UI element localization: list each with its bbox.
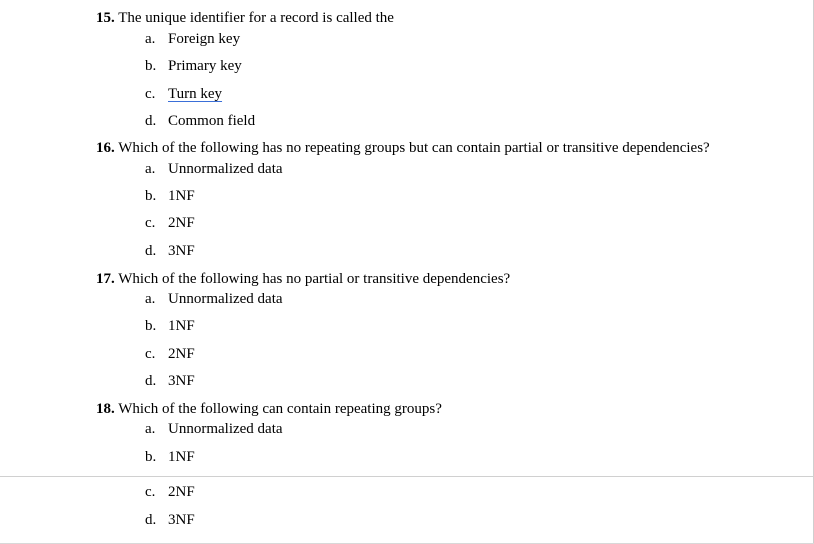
question-text: Which of the following has no repeating groups but can contain partial or transitive dependencies?	[118, 140, 710, 156]
option-text-spellcheck: Turn key	[168, 86, 223, 102]
question-number: 18.	[96, 401, 115, 417]
question-18	[96, 400, 442, 418]
question-number: 16.	[96, 140, 115, 156]
question-text: The unique identifier for a record is called the	[118, 10, 394, 26]
option-text: Foreign key	[168, 31, 241, 47]
question-15	[96, 9, 394, 27]
option-text: 3NF	[168, 243, 195, 259]
option-letter: b.	[145, 188, 157, 204]
question-text: Which of the following has no partial or transitive dependencies?	[118, 271, 511, 287]
option-letter: c.	[145, 484, 156, 500]
option-letter: d.	[145, 113, 157, 129]
option-letter: d.	[145, 512, 157, 528]
question-17	[96, 270, 510, 288]
option-letter: d.	[145, 243, 157, 259]
option-letter: c.	[145, 86, 156, 102]
option-text: 2NF	[168, 484, 195, 500]
question-number: 17.	[96, 271, 115, 287]
option-text: Common field	[168, 113, 256, 129]
option-text: Unnormalized data	[168, 161, 283, 177]
question-16	[96, 139, 710, 157]
option-text: 1NF	[168, 188, 195, 204]
option-letter: a.	[145, 421, 156, 437]
option-letter: c.	[145, 346, 156, 362]
option-text: Primary key	[168, 58, 242, 74]
option-letter: a.	[145, 161, 156, 177]
option-letter: b.	[145, 58, 157, 74]
option-text: 2NF	[168, 346, 195, 362]
option-letter: c.	[145, 215, 156, 231]
option-text: 1NF	[168, 449, 195, 465]
option-letter: d.	[145, 373, 157, 389]
option-text: 2NF	[168, 215, 195, 231]
option-text: 3NF	[168, 373, 195, 389]
option-text: Unnormalized data	[168, 291, 283, 307]
option-text: Unnormalized data	[168, 421, 283, 437]
question-number: 15.	[96, 10, 115, 26]
option-letter: a.	[145, 31, 156, 47]
question-text: Which of the following can contain repeating groups?	[118, 401, 442, 417]
option-text: 3NF	[168, 512, 195, 528]
option-letter: b.	[145, 449, 157, 465]
option-letter: b.	[145, 318, 157, 334]
page-break-divider	[0, 476, 814, 477]
option-text: 1NF	[168, 318, 195, 334]
option-letter: a.	[145, 291, 156, 307]
